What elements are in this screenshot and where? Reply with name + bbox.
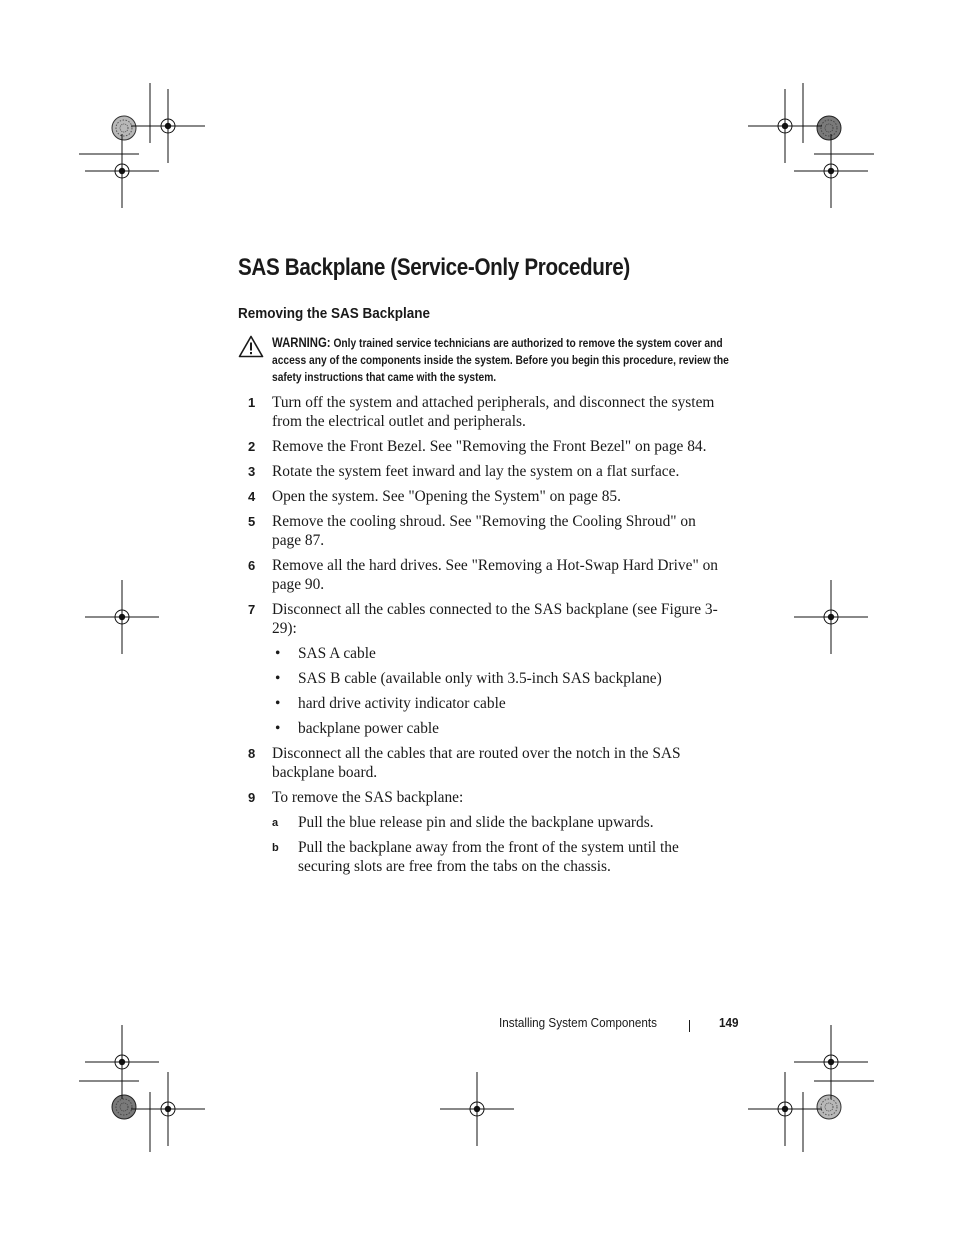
step-4 xyxy=(248,487,718,506)
page-number: 149 xyxy=(719,1015,739,1030)
registration-target-icon xyxy=(748,1072,822,1146)
step-number: 9 xyxy=(248,790,256,805)
registration-target-icon xyxy=(794,134,868,208)
registration-target-icon xyxy=(131,89,205,163)
registration-target-icon xyxy=(440,1072,514,1146)
list-item: • SAS B cable (available only with 3.5-inch SAS backplane) xyxy=(272,669,718,688)
section-heading: Removing the SAS Backplane xyxy=(238,305,431,322)
footer-divider xyxy=(689,1020,690,1032)
step-text: To remove the SAS backplane: xyxy=(272,789,464,806)
substep-letter: b xyxy=(272,842,279,854)
step-8 xyxy=(248,744,718,782)
substep-text: Pull the backplane away from the front of the system until the securing slots are free from the tabs on the chassis. xyxy=(298,839,679,875)
registration-target-icon xyxy=(794,580,868,654)
registration-target-icon xyxy=(85,580,159,654)
step-text: Remove the Front Bezel. See "Removing the Front Bezel" on page 84. xyxy=(272,438,707,455)
registration-target-icon xyxy=(85,1025,159,1099)
step-1 xyxy=(248,393,718,431)
page-footer xyxy=(499,1015,741,1035)
warning-notice xyxy=(238,334,758,386)
warning-label: WARNING: xyxy=(272,335,331,350)
registration-target-icon xyxy=(748,89,822,163)
color-target-icon xyxy=(112,116,136,140)
registration-target-icon xyxy=(131,1072,205,1146)
page-title: SAS Backplane (Service-Only Procedure) xyxy=(238,254,630,281)
substep-list xyxy=(272,813,718,876)
step-7 xyxy=(248,600,718,738)
substep-letter: a xyxy=(272,817,279,829)
registration-target-icon xyxy=(794,1025,868,1099)
warning-text xyxy=(272,334,738,386)
substep-b xyxy=(272,838,718,876)
step-2 xyxy=(248,437,718,456)
step-6 xyxy=(248,556,718,594)
warning-body: Only trained service technicians are authorized to remove the system cover and access any of the components inside the system. Before you begin this procedure, review the safety instructions that came with the system. xyxy=(272,336,729,384)
step-number: 1 xyxy=(248,395,256,410)
step-number: 7 xyxy=(248,602,256,617)
step-number: 6 xyxy=(248,558,256,573)
step-number: 3 xyxy=(248,464,256,479)
registration-target-icon xyxy=(85,134,159,208)
step-text: Turn off the system and attached peripherals, and disconnect the system from the electrical outlet and peripherals. xyxy=(272,394,715,430)
substep-a xyxy=(272,813,718,832)
cable-list xyxy=(272,644,718,738)
step-text: Disconnect all the cables connected to the SAS backplane (see Figure 3-29): xyxy=(272,601,718,637)
color-target-icon xyxy=(112,1095,136,1119)
list-item: • hard drive activity indicator cable xyxy=(272,694,718,713)
color-target-icon xyxy=(817,1095,841,1119)
step-number: 8 xyxy=(248,746,256,761)
warning-triangle-icon xyxy=(238,335,264,358)
step-number: 2 xyxy=(248,439,256,454)
list-item: • backplane power cable xyxy=(272,719,718,738)
substep-text: Pull the blue release pin and slide the backplane upwards. xyxy=(298,814,654,831)
footer-section-title: Installing System Components xyxy=(499,1015,658,1030)
list-item: • SAS A cable xyxy=(272,644,718,663)
step-text: Disconnect all the cables that are routed over the notch in the SAS backplane board. xyxy=(272,745,681,781)
procedure-steps xyxy=(248,393,718,882)
step-text: Rotate the system feet inward and lay the system on a flat surface. xyxy=(272,463,680,480)
step-9 xyxy=(248,788,718,876)
step-3 xyxy=(248,462,718,481)
step-5 xyxy=(248,512,718,550)
step-text: Remove all the hard drives. See "Removing a Hot-Swap Hard Drive" on page 90. xyxy=(272,557,718,593)
color-target-icon xyxy=(817,116,841,140)
step-text: Remove the cooling shroud. See "Removing the Cooling Shroud" on page 87. xyxy=(272,513,696,549)
step-number: 5 xyxy=(248,514,256,529)
step-text: Open the system. See "Opening the System" on page 85. xyxy=(272,488,621,505)
step-number: 4 xyxy=(248,489,256,504)
